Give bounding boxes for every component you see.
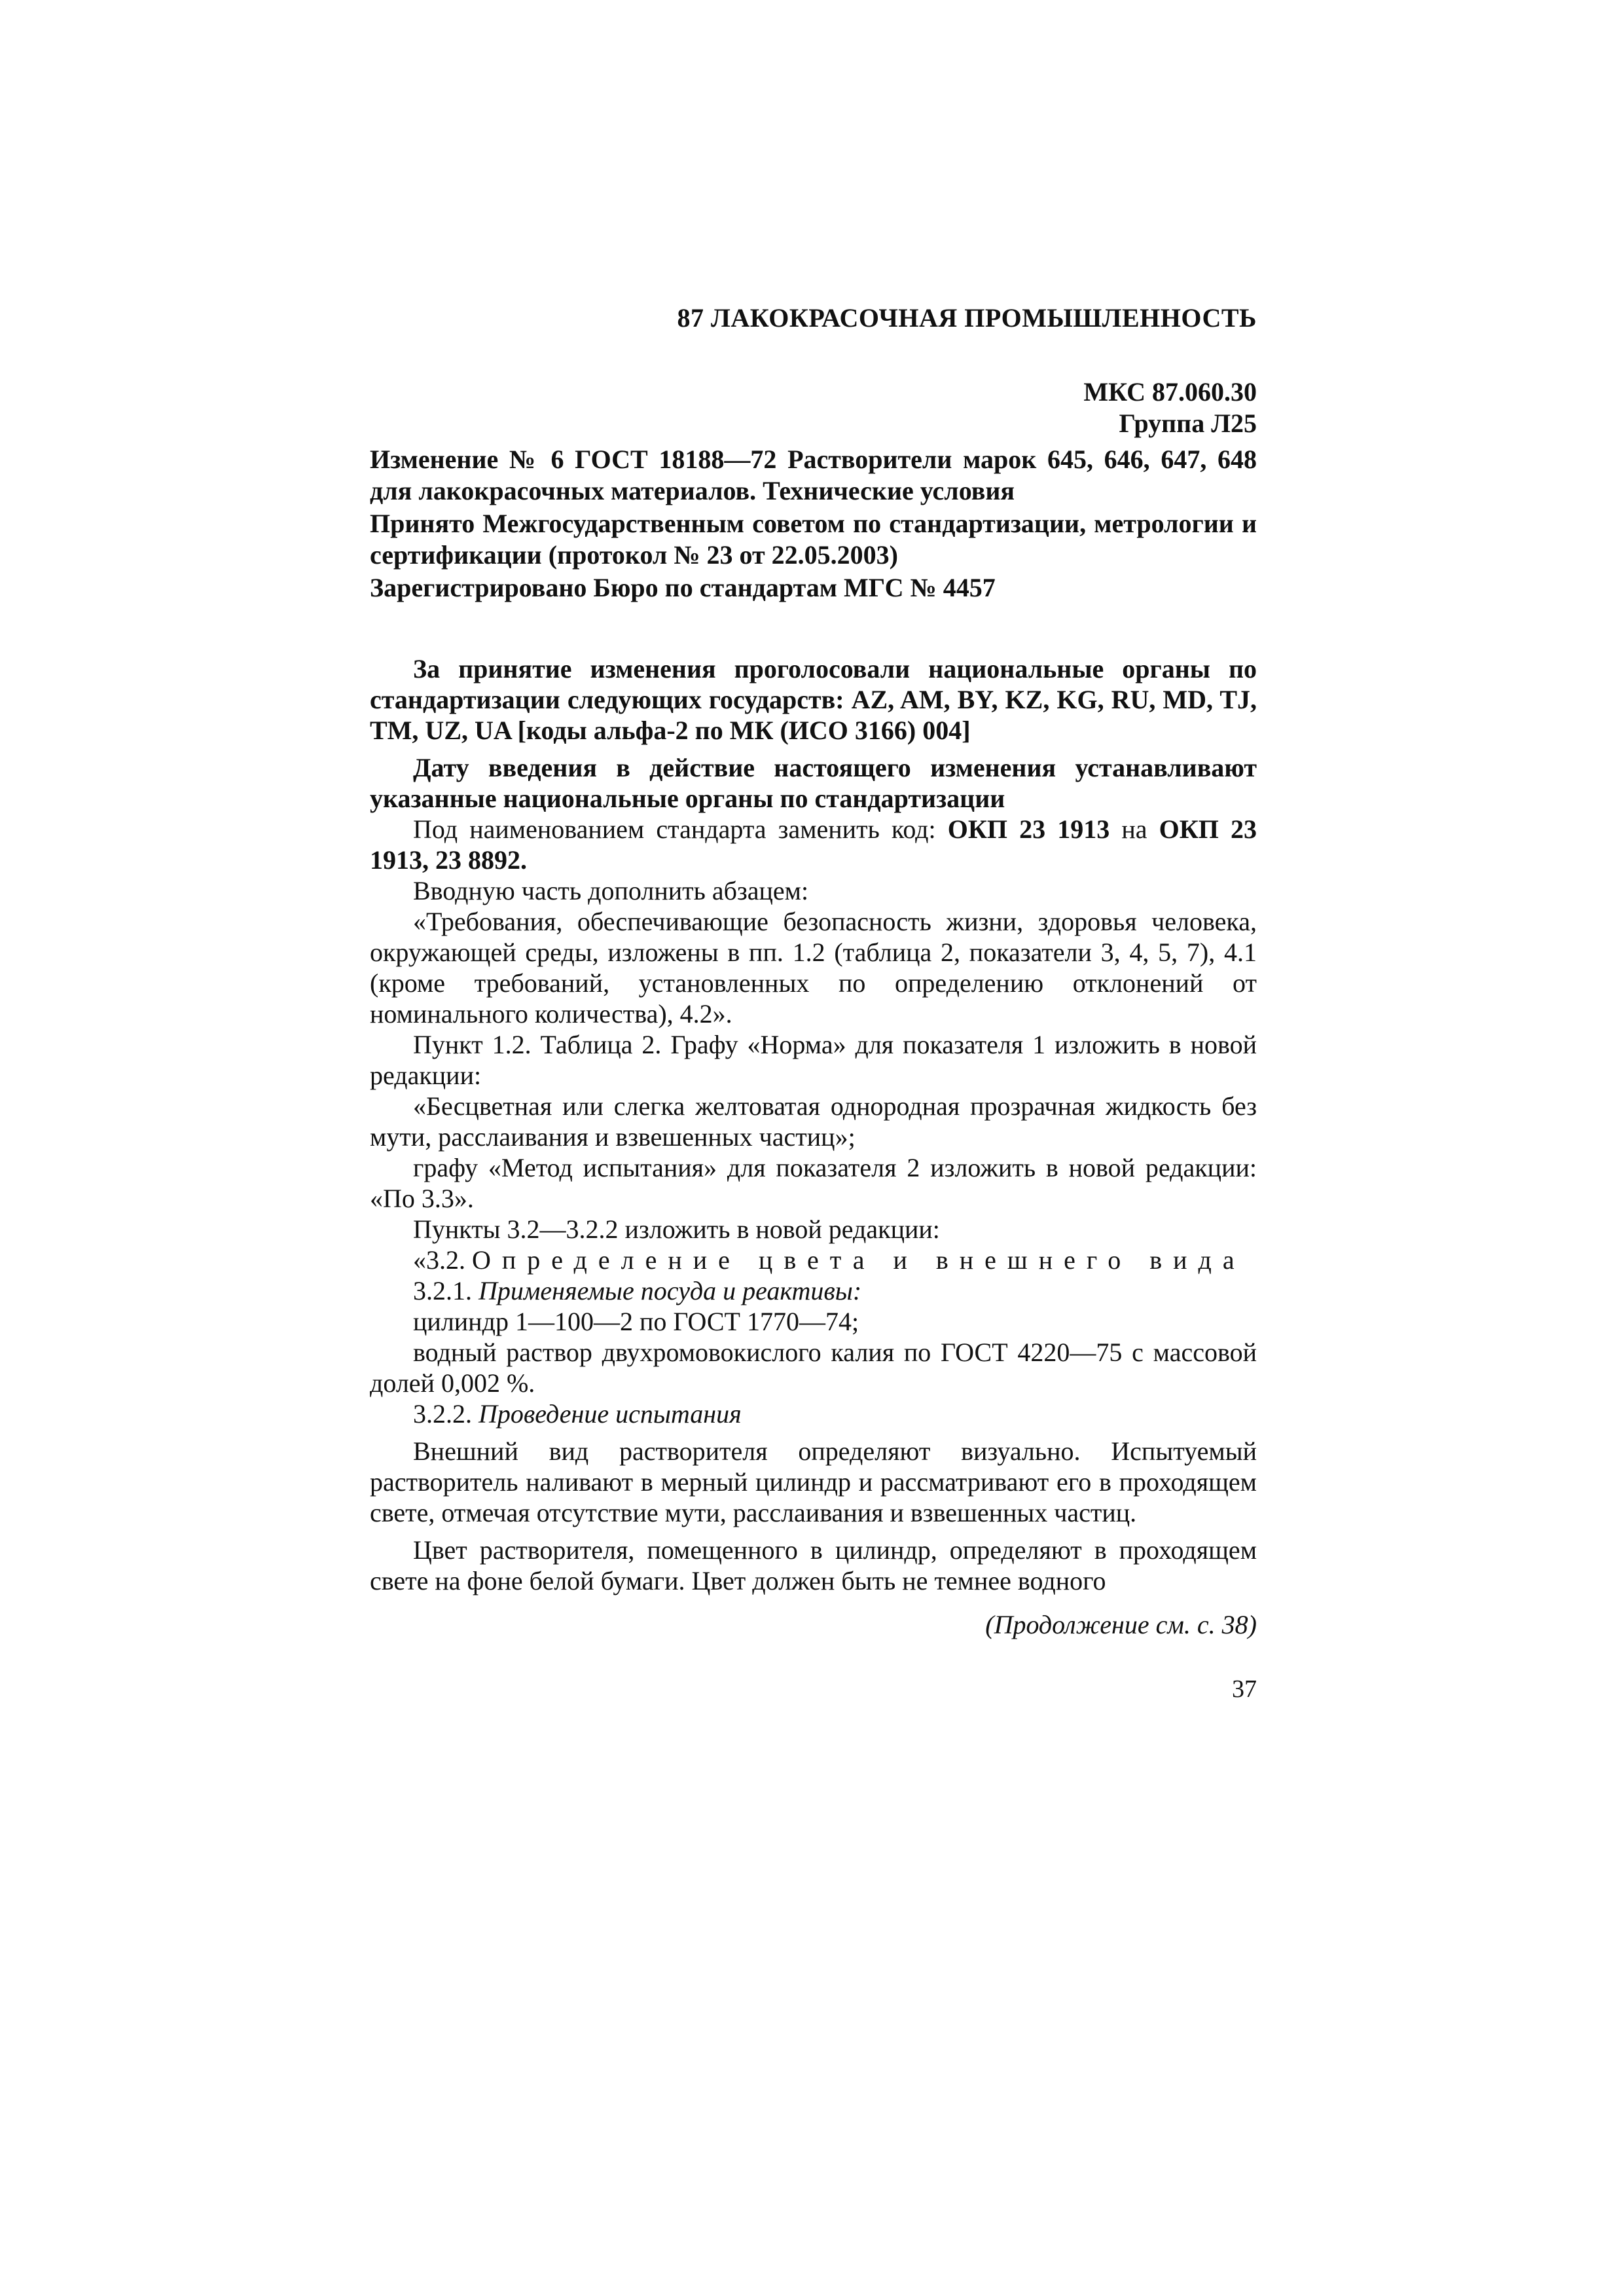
solution-paragraph: водный раствор двухромовокислого калия по ГОСТ 4220—75 с массовой долей 0,002 %. <box>370 1338 1257 1398</box>
registered-statement: Зарегистрировано Бюро по стандартам МГС № 4457 <box>370 573 996 602</box>
mks-code: МКС 87.060.30 <box>1083 377 1257 407</box>
section-3-2-1-heading <box>370 1275 1257 1306</box>
section-3-2-2-heading <box>370 1398 1257 1429</box>
section-title: 87 ЛАКОКРАСОЧНАЯ ПРОМЫШЛЕННОСТЬ <box>677 303 1257 333</box>
section-3-2-1-title: Применяемые посуда и реактивы: <box>478 1276 862 1305</box>
group-code: Группа Л25 <box>1119 409 1257 438</box>
color-paragraph: Цвет растворителя, помещенного в цилиндр, определяют в проходящем свете на фоне белой бумаги. Цвет должен быть не темнее водного <box>370 1535 1257 1595</box>
document-body <box>370 630 1257 1596</box>
section-3-2-2-number: 3.2.2. <box>413 1399 478 1429</box>
method-column-paragraph: графу «Метод испытания» для показателя 2 изложить в новой редакции: «По 3.3». <box>370 1153 1257 1213</box>
section-3-2-2-title: Проведение испытания <box>478 1399 742 1429</box>
okp-old-code: ОКП 23 1913 <box>947 814 1110 844</box>
section-3-2-number: «3.2. <box>413 1245 472 1275</box>
change-heading: Изменение № 6 ГОСТ 18188—72 Растворители марок 645, 646, 647, 648 для лакокрасочных материалов. Технические условия <box>370 445 1257 505</box>
okp-prefix: Под наименованием стандарта заменить код: <box>413 814 948 844</box>
document-page <box>370 0 1257 2296</box>
cylinder-paragraph: цилиндр 1—100—2 по ГОСТ 1770—74; <box>413 1307 859 1336</box>
continued-note: (Продолжение см. с. 38) <box>985 1610 1257 1639</box>
okp-paragraph <box>370 814 1257 875</box>
okp-new-code: ОКП 23 1913, 23 8892. <box>370 814 1257 875</box>
section-3-2-heading <box>370 1245 1257 1275</box>
section-3-2-1-number: 3.2.1. <box>413 1276 478 1305</box>
norm-quote-paragraph: «Бесцветная или слегка желтоватая однородная прозрачная жидкость без мути, расслаивания и взвешенных частиц»; <box>370 1091 1257 1152</box>
okp-middle: на <box>1110 814 1159 844</box>
safety-quote-paragraph: «Требования, обеспечивающие безопасность жизни, здоровья человека, окружающей среды, изложены в пп. 1.2 (таблица 2, показатели 3, 4, 5, 7), 4.1 (кроме требований, установленных по определению отклонений от номинального количества), 4.2». <box>370 907 1257 1029</box>
point-1-2-paragraph: Пункт 1.2. Таблица 2. Графу «Норма» для показателя 1 изложить в новой редакции: <box>370 1030 1257 1090</box>
points-3-2-paragraph: Пункты 3.2—3.2.2 изложить в новой редакции: <box>413 1214 940 1244</box>
effective-date-statement: Дату введения в действие настоящего изменения устанавливают указанные национальные органы по стандартизации <box>370 753 1257 813</box>
accepted-statement: Принято Межгосударственным советом по стандартизации, метрологии и сертификации (протокол № 23 от 22.05.2003) <box>370 509 1257 570</box>
voted-statement: За принятие изменения проголосовали национальные органы по стандартизации следующих государств: AZ, AM, BY, KZ, KG, RU, MD, TJ, TM, UZ, UA [коды альфа-2 по МК (ИСО 3166) 004] <box>370 654 1257 745</box>
intro-add-paragraph: Вводную часть дополнить абзацем: <box>413 876 809 905</box>
appearance-paragraph: Внешний вид растворителя определяют визуально. Испытуемый растворитель наливают в мерный цилиндр и рассматривают его в проходящем свете, отмечая отсутствие мути, расслаивания и взвешенных частиц. <box>370 1436 1257 1527</box>
section-3-2-title: Определение цвета и внешнего вида <box>472 1245 1246 1275</box>
page-number: 37 <box>1232 1675 1257 1703</box>
